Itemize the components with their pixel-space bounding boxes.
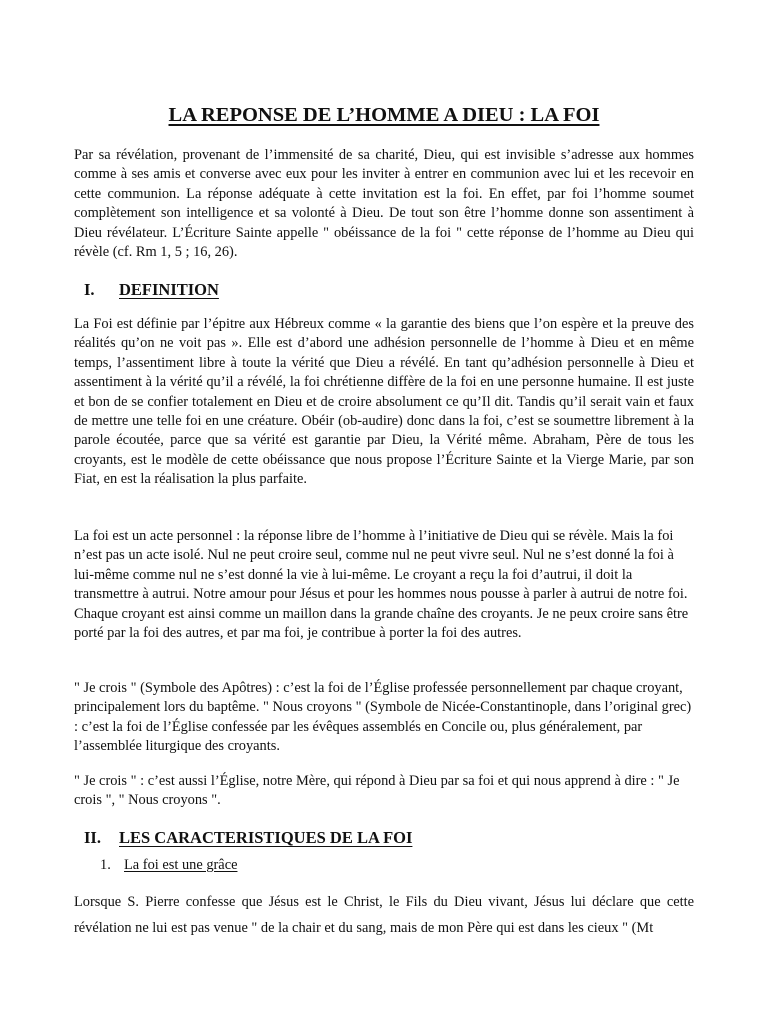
definition-paragraph-4: " Je crois " : c’est aussi l’Église, notre Mère, qui répond à Dieu par sa foi et qui nous apprend à dire : " Je crois ", " Nous croyons ". — [74, 773, 680, 809]
section-number: I. — [84, 280, 95, 299]
intro-paragraph: Par sa révélation, provenant de l’immensité de sa charité, Dieu, qui est invisible s’adresse aux hommes comme à ses amis et converse avec eux pour les inviter à entrer en communion avec lui et les recevoir en cette communion. La réponse adéquate à cette invitation est la foi. En effet, par foi l’homme soumet complètement son intelligence et sa volonté à Dieu. De tout son être l’homme donne son assentiment à Dieu révélateur. L’Écriture Sainte appelle " obéissance de la foi " cette réponse de l’homme au Dieu qui révèle (cf. Rm 1, 5 ; 16, 26). — [74, 147, 694, 261]
definition-paragraph-1: La Foi est définie par l’épitre aux Hébreux comme « la garantie des biens que l’on espère et la preuve des réalités qu’on ne voit pas ». Elle est d’abord une adhésion personnelle de l’homme à Dieu et en même temps, l’assentiment libre à toute la vérité que Dieu a révélé. En tant qu’adhésion personnelle à Dieu et assentiment à la vérité qu’il a révélé, la foi chrétienne diffère de la foi en une personne humaine. Il est juste et bon de se confier totalement en Dieu et de croire absolument ce qu’Il dit. Tandis qu’il serait vain et faux de mettre une telle foi en une créature. Obéir (ob-audire) donc dans la foi, c’est se soumettre librement à la parole écoutée, parce que sa vérité est garantie par Dieu, la Vérité même. Abraham, Père de tous les croyants, est le modèle de cette obéissance que nous propose l’Écriture Sainte et la Vierge Marie, par son Fiat, en est la réalisation la plus parfaite. — [74, 316, 694, 488]
page-title: LA REPONSE DE L’HOMME A DIEU : LA FOI — [168, 104, 600, 126]
subsection-title: La foi est une grâce — [124, 857, 238, 873]
section-title: LES CARACTERISTIQUES DE LA FOI — [119, 828, 413, 847]
section-title: DEFINITION — [119, 280, 219, 299]
subsection-number: 1. — [100, 857, 111, 873]
definition-paragraph-2: La foi est un acte personnel : la réponse libre de l’homme à l’initiative de Dieu qui se révèle. Mais la foi n’est pas un acte isolé. Nul ne peut croire seul, comme nul ne peut vivre seul. Nul ne s’est donné la foi à lui-même comme nul ne s’est donné la vie à lui-même. Le croyant a reçu la foi d’autrui, il doit la transmettre à autrui. Notre amour pour Jésus et pour les hommes nous pousse à parler à autrui de notre foi. Chaque croyant est ainsi comme un maillon dans la grande chaîne des croyants. Je ne peux croire sans être porté par la foi des autres, et par ma foi, je contribue à porter la foi des autres. — [74, 528, 689, 642]
grace-paragraph: Lorsque S. Pierre confesse que Jésus est le Christ, le Fils du Dieu vivant, Jésus lui déclare que cette révélation ne lui est pas venue " de la chair et du sang, mais de mon Père qui est dans les cieux " (Mt — [74, 894, 694, 936]
subsection-heading-grace — [100, 857, 237, 874]
definition-paragraph-3: " Je crois " (Symbole des Apôtres) : c’est la foi de l’Église professée personnellement par chaque croyant, principalement lors du baptême. " Nous croyons " (Symbole de Nicée-Constantinople, dans l’original grec) : c’est la foi de l’Église confessée par les évêques assemblés en Concile ou, plus généralement, par l’assemblée liturgique des croyants. — [74, 680, 692, 755]
section-heading-definition — [84, 280, 219, 300]
section-heading-characteristics — [84, 828, 412, 848]
section-number: II. — [84, 828, 101, 847]
